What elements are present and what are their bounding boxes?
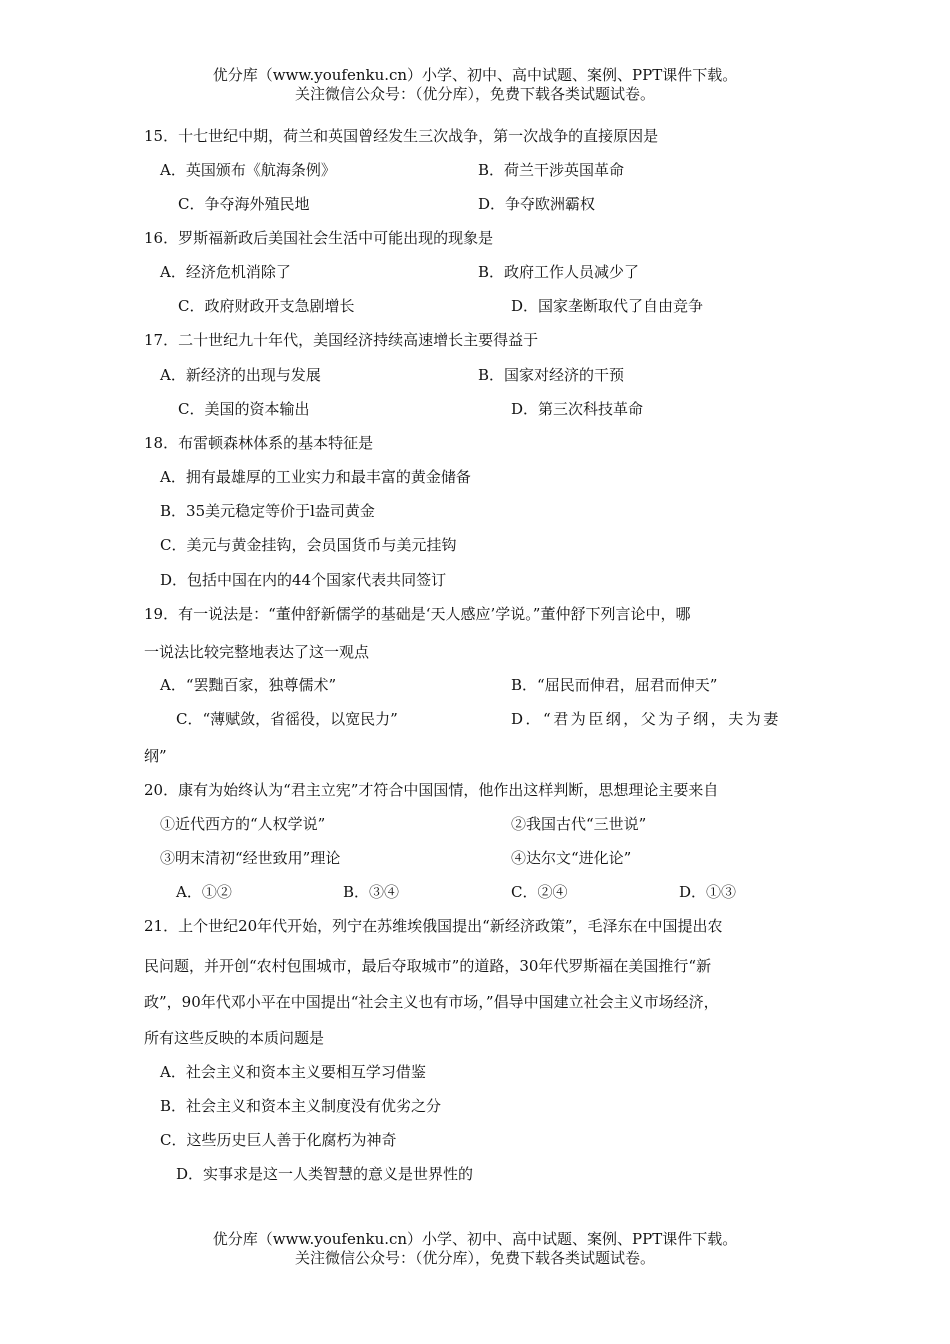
q15-option-d: D．争夺欧洲霸权 bbox=[478, 195, 596, 213]
q17-option-a: A．新经济的出现与发展 bbox=[160, 366, 321, 384]
q20-option-c: C．②④ bbox=[511, 883, 568, 901]
q18-option-c: C．美元与黄金挂钩，会员国货币与美元挂钩 bbox=[160, 536, 457, 554]
q16-stem: 16．罗斯福新政后美国社会生活中可能出现的现象是 bbox=[144, 229, 494, 247]
q21-stem-line-1: 21．上个世纪20年代开始，列宁在苏维埃俄国提出“新经济政策”，毛泽东在中国提出农 bbox=[144, 917, 723, 935]
q17-stem: 17．二十世纪九十年代，美国经济持续高速增长主要得益于 bbox=[144, 331, 539, 349]
q16-option-c: C．政府财政开支急剧增长 bbox=[178, 297, 355, 315]
q15-stem: 15．十七世纪中期，荷兰和英国曾经发生三次战争，第一次战争的直接原因是 bbox=[144, 127, 659, 145]
q17-option-d: D．第三次科技革命 bbox=[511, 400, 644, 418]
q16-option-a: A．经济危机消除了 bbox=[160, 263, 291, 281]
q18-option-b: B．35美元稳定等价于l盎司黄金 bbox=[160, 502, 375, 520]
q19-option-d-continued: 纲” bbox=[144, 747, 167, 765]
page-footer bbox=[0, 1230, 950, 1268]
q21-stem-line-2: 民问题，并开创“农村包围城市，最后夺取城市”的道路，30年代罗斯福在美国推行“新 bbox=[144, 957, 712, 975]
q21-stem-line-3: 政”，90年代邓小平在中国提出“社会主义也有市场，”倡导中国建立社会主义市场经济， bbox=[144, 993, 719, 1011]
footer-line-1: 优分库（www.youfenku.cn）小学、初中、高中试题、案例、PPT课件下载。 bbox=[212, 1230, 738, 1248]
q17-option-c: C．美国的资本输出 bbox=[178, 400, 310, 418]
q17-option-b: B．国家对经济的干预 bbox=[478, 366, 625, 384]
q20-statement-2: ②我国古代“三世说” bbox=[511, 815, 647, 833]
q21-stem-line-4: 所有这些反映的本质问题是 bbox=[144, 1029, 325, 1047]
q15-option-a: A．英国颁布《航海条例》 bbox=[160, 161, 336, 179]
q19-option-b: B．“屈民而伸君，屈君而伸天” bbox=[511, 676, 718, 694]
q20-option-a: A．①② bbox=[176, 883, 232, 901]
q16-option-d: D．国家垄断取代了自由竞争 bbox=[511, 297, 704, 315]
q18-option-a: A．拥有最雄厚的工业实力和最丰富的黄金储备 bbox=[160, 468, 471, 486]
q19-stem-line-2: 一说法比较完整地表达了这一观点 bbox=[144, 643, 370, 661]
q19-option-d: D．“君为臣纲，父为子纲，夫为妻 bbox=[511, 710, 781, 728]
footer-line-2: 关注微信公众号：（优分库），免费下载各类试题试卷。 bbox=[294, 1249, 655, 1267]
q15-option-c: C．争夺海外殖民地 bbox=[178, 195, 310, 213]
q20-statement-1: ①近代西方的“人权学说” bbox=[160, 815, 326, 833]
q18-option-d: D．包括中国在内的44个国家代表共同签订 bbox=[160, 571, 447, 589]
q19-stem-line-1: 19．有一说法是：“董仲舒新儒学的基础是‘天人感应’学说。”董仲舒下列言论中，哪 bbox=[144, 605, 691, 623]
q21-option-a: A．社会主义和资本主义要相互学习借鉴 bbox=[160, 1063, 426, 1081]
header-line-2: 关注微信公众号：（优分库），免费下载各类试题试卷。 bbox=[294, 85, 655, 103]
q21-option-c: C．这些历史巨人善于化腐朽为神奇 bbox=[160, 1131, 397, 1149]
header-line-1: 优分库（www.youfenku.cn）小学、初中、高中试题、案例、PPT课件下载。 bbox=[212, 66, 738, 84]
q21-option-d: D．实事求是这一人类智慧的意义是世界性的 bbox=[176, 1165, 474, 1183]
q19-option-a: A．“罢黜百家，独尊儒术” bbox=[160, 676, 337, 694]
q21-option-b: B．社会主义和资本主义制度没有优劣之分 bbox=[160, 1097, 442, 1115]
q16-option-b: B．政府工作人员减少了 bbox=[478, 263, 640, 281]
q15-option-b: B．荷兰干涉英国革命 bbox=[478, 161, 625, 179]
page-header bbox=[0, 66, 950, 104]
q19-option-c: C．“薄赋敛，省徭役，以宽民力” bbox=[176, 710, 398, 728]
q20-option-b: B．③④ bbox=[343, 883, 400, 901]
q20-statement-3: ③明末清初“经世致用”理论 bbox=[160, 849, 341, 867]
q18-stem: 18．布雷顿森林体系的基本特征是 bbox=[144, 434, 374, 452]
q20-stem: 20．康有为始终认为“君主立宪”才符合中国国情，他作出这样判断，思想理论主要来自 bbox=[144, 781, 719, 799]
q20-statement-4: ④达尔文“进化论” bbox=[511, 849, 632, 867]
q20-option-d: D．①③ bbox=[679, 883, 737, 901]
